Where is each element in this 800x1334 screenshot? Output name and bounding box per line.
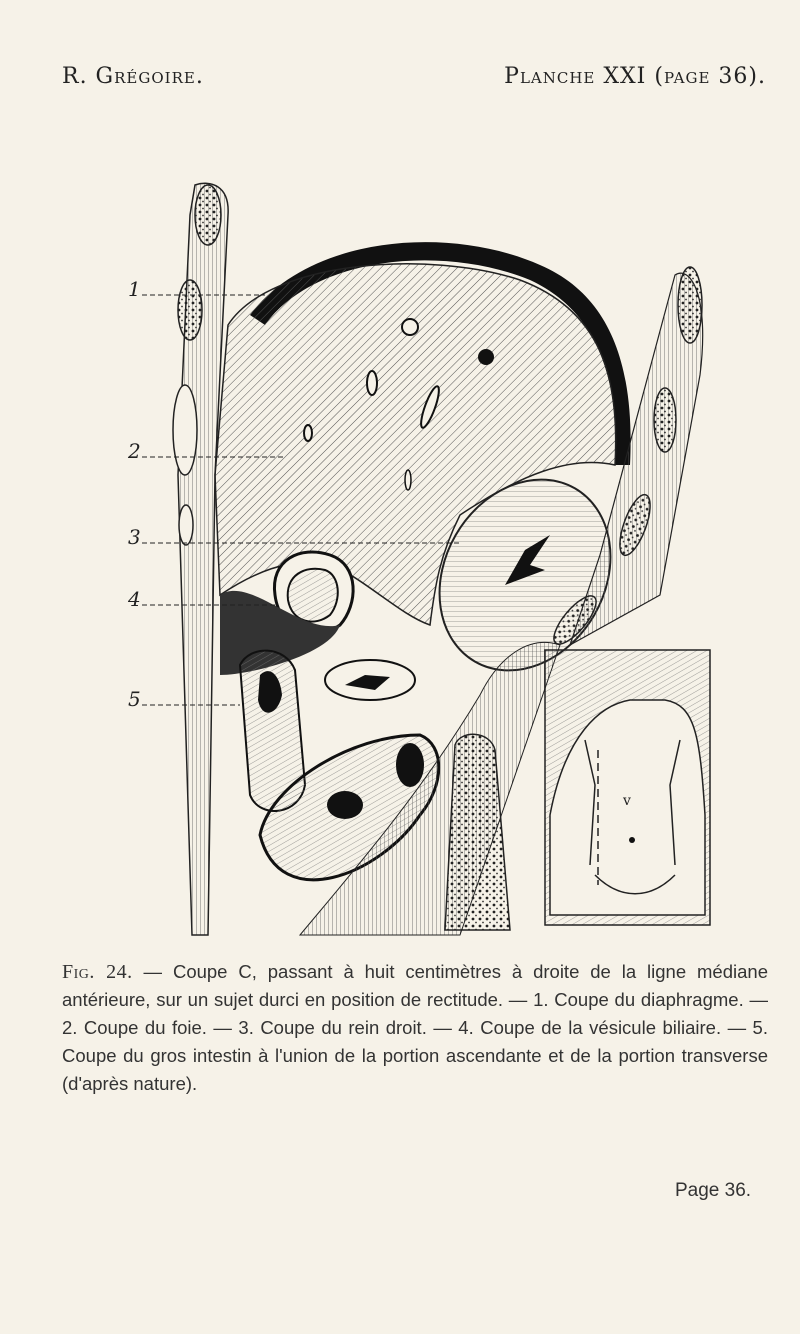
- rib-section: [173, 385, 197, 475]
- rib-section: [195, 185, 221, 245]
- section-plane-inset: [545, 650, 710, 925]
- figure-label-4: 4: [128, 587, 141, 611]
- colon-lumen: [396, 743, 424, 787]
- gallbladder-lumen: [288, 569, 338, 622]
- hepatic-vessel: [405, 470, 411, 490]
- figure-label-3: 3: [128, 525, 141, 549]
- figure-caption: [62, 958, 768, 1098]
- anatomical-figure: [100, 175, 720, 940]
- inset-mark: v: [623, 793, 631, 809]
- figure-label-5: 5: [128, 687, 141, 711]
- page-number: Page 36.: [675, 1180, 752, 1201]
- hepatic-vessel: [367, 371, 377, 395]
- hepatic-vessel: [478, 349, 494, 365]
- figure-label-1: 1: [128, 277, 141, 301]
- plate-header: Planche XXI (page 36).: [504, 64, 766, 89]
- caption-text: — Coupe C, passant à huit centimètres à droite de la ligne médiane antérieure, sur un sujet durci en position de rectitude. — 1. Coupe du diaphragme. — 2. Coupe du foie. — 3. Coupe du rein droit. — 4. Coupe de la vésicule biliaire. — 5. Coupe du gros intestin à l'union de la portion ascendante et de la portion transverse (d'après nature).: [62, 961, 768, 1094]
- rib-section: [178, 280, 202, 340]
- figure-label-2: 2: [128, 439, 141, 463]
- rib-section: [678, 267, 702, 343]
- rib-section: [179, 505, 193, 545]
- colon-lumen: [327, 791, 363, 819]
- author-header: R. Grégoire.: [62, 64, 204, 89]
- hepatic-vessel: [304, 425, 312, 441]
- hepatic-vessel: [402, 319, 418, 335]
- rib-section: [654, 388, 676, 452]
- figure-number: Fig. 24.: [62, 961, 133, 983]
